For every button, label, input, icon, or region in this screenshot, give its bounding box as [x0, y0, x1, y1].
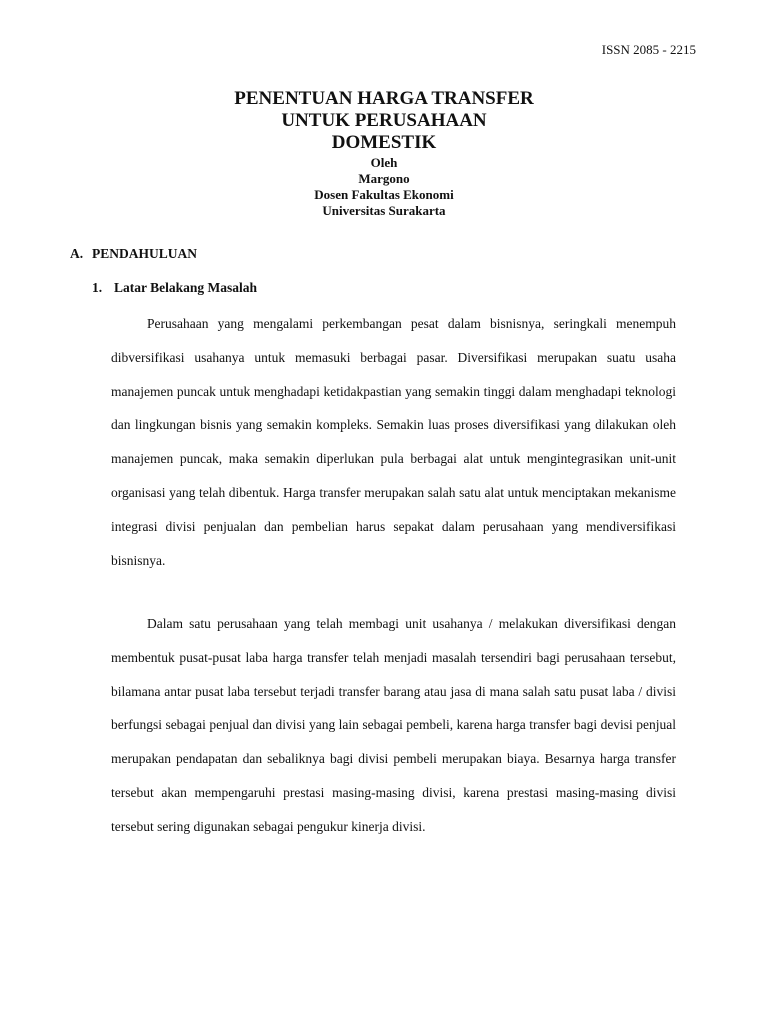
title-line-3: DOMESTIK	[331, 132, 437, 153]
title-line-1: PENENTUAN HARGA TRANSFER	[234, 88, 534, 109]
subsection-number: 1.	[92, 280, 103, 295]
author-position: Dosen Fakultas Ekonomi	[314, 187, 454, 202]
author-name: Margono	[358, 171, 410, 186]
section-heading	[70, 246, 197, 262]
subsection-heading	[92, 280, 257, 296]
author-block	[0, 155, 768, 219]
issn-label: ISSN 2085 - 2215	[601, 42, 696, 57]
subsection-title: Latar Belakang Masalah	[114, 280, 258, 295]
title-block	[0, 88, 768, 219]
paragraph-2: Dalam satu perusahaan yang telah membagi unit usahanya / melakukan diversifikasi dengan membentuk pusat-pusat laba harga transfer telah menjadi masalah tersendiri bagi perusahaan tersebut, bilamana antar pusat laba tersebut terjadi transfer barang atau jasa di mana salah satu pusat laba / divisi berfungsi sebagai penjual dan divisi yang lain sebagai pembeli, karena harga transfer bagi devisi penjual merupakan pendapatan dan sebaliknya bagi divisi pembeli merupakan biaya. Besarnya harga transfer tersebut akan mempengaruhi prestasi masing-masing divisi, karena prestasi masing-masing divisi tersebut sering digunakan sebagai pengukur kinerja divisi.	[111, 616, 676, 834]
paragraph-1-container	[111, 307, 676, 577]
section-title: PENDAHULUAN	[92, 246, 198, 261]
section-number: A.	[70, 246, 84, 261]
byline: Oleh	[370, 155, 398, 170]
title-line-2: UNTUK PERUSAHAAN	[281, 110, 487, 131]
paragraph-1: Perusahaan yang mengalami perkembangan pesat dalam bisnisnya, seringkali menempuh dibversifikasi usahanya untuk memasuki berbagai pasar. Diversifikasi merupakan suatu usaha manajemen puncak untuk menghadapi ketidakpastian yang semakin tinggi dalam menghadapi teknologi dan lingkungan bisnis yang semakin kompleks. Semakin luas proses diversifikasi yang dilakukan oleh manajemen puncak, maka semakin diperlukan pula berbagai alat untuk mengintegrasikan unit-unit organisasi yang telah dibentuk. Harga transfer merupakan salah satu alat untuk menciptakan mekanisme integrasi divisi penjualan dan pembelian harus sepakat dalam perusahaan yang mendiversifikasi bisnisnya.	[111, 316, 676, 568]
author-institution: Universitas Surakarta	[322, 203, 446, 218]
paragraph-2-container	[111, 607, 676, 844]
